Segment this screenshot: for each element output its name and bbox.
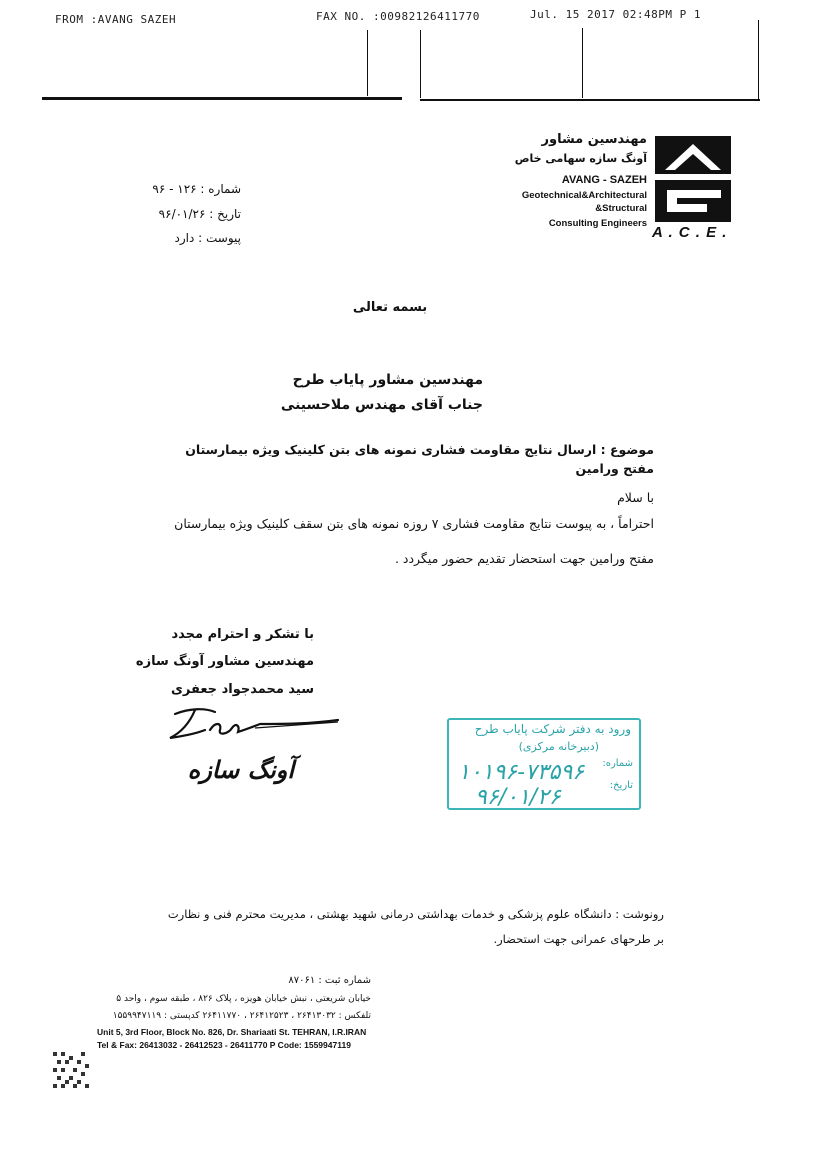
signature-icon [160,700,350,750]
stamp-subtitle: (دبیرخانه مرکزی) [518,740,599,753]
fax-date-time: Jul. 15 2017 02:48PM P 1 [530,8,701,21]
letter-number: شماره : ۱۲۶ - ۹۶ [152,182,241,196]
company-signature-handwritten: آونگ سازه [187,755,294,784]
stamp-number-handwritten: ۱۰۱۹۶-۷۳۵۹۶ [458,760,585,785]
body-line-1: احتراماً ، به پیوست نتایج مقاومت فشاری ۷ روزه نمونه های بتن سقف کلینیک ویژه بیمارستان [174,516,654,531]
fax-from: FROM :AVANG SAZEH [55,13,177,26]
subject-line: موضوع : ارسال نتایج مقاومت فشاری نمونه های بتن کلینیک ویژه بیمارستان مفتح ورامین [185,442,654,476]
footer-address-fa: خیابان شریعتی ، نبش خیابان هویزه ، پلاک ۸۲۶ ، طبقه سوم ، واحد ۵ [116,994,371,1004]
frame-vline-2 [420,30,421,98]
footer-address-en: Unit 5, 3rd Floor, Block No. 826, Dr. Shariaati St. TEHRAN, I.R.IRAN [97,1027,367,1037]
greeting: با سلام [617,490,654,505]
qr-code-icon [53,1052,89,1088]
frame-vline-1 [367,30,368,96]
cc-line-1: رونوشت : دانشگاه علوم پزشکی و خدمات بهداشتی درمانی شهید بهشتی ، مدیریت محترم فنی و نظارت [167,907,664,921]
stamp-date-label: تاریخ: [609,780,633,791]
footer-phone-fa: تلفکس : ۲۶۴۱۳۰۳۲ ، ۲۶۴۱۲۵۲۳ ، ۲۶۴۱۱۷۷۰ کدپستی : ۱۵۵۹۹۴۷۱۱۹ [112,1011,371,1021]
footer-registration: شماره ثبت : ۸۷۰۶۱ [288,975,371,986]
stamp-number-label: شماره: [602,758,633,769]
company-name-fa-2: آونگ سازه سهامی خاص [514,152,647,165]
footer-phone-en: Tel & Fax: 26413032 - 26412523 - 26411770 P Code: 1559947119 [97,1040,351,1050]
header-divider-line-right [420,99,760,101]
subject [174,440,654,478]
recipient-company: مهندسین مشاور پایاب طرح [292,372,483,388]
company-desc-2: &Structural [595,203,647,214]
cc-line-2: بر طرحهای عمرانی جهت استحضار. [493,932,664,946]
body-line-2: مفتح ورامین جهت استحضار تقدیم حضور میگردد . [394,551,654,566]
frame-vline-3 [582,28,583,98]
closing-company: مهندسین مشاور آونگ سازه [135,654,314,669]
fax-number: FAX NO. :00982126411770 [316,10,480,23]
stamp-title: ورود به دفتر شرکت پایاب طرح [474,722,631,736]
company-name-en: AVANG - SAZEH [561,174,647,186]
company-name-fa: مهندسین مشاور [541,132,647,147]
frame-vline-4 [758,20,759,100]
letter-date: تاریخ : ۹۶/۰۱/۲۶ [158,207,241,221]
company-abbr: A . C . E . [652,224,728,241]
company-logo-icon [653,134,733,224]
recipient-person: جناب آقای مهندس ملاحسینی [280,397,483,413]
header-divider-line [42,97,402,100]
salutation: بسمه تعالی [352,300,428,315]
letterhead [505,128,755,243]
closing-signatory: سید محمدجواد جعفری [170,682,314,697]
company-desc-1: Geotechnical&Architectural [521,190,647,201]
letter-attachment: پیوست : دارد [174,231,241,245]
stamp-date-handwritten: ۹۶/۰۱/۲۶ [475,785,561,810]
company-desc-3: Consulting Engineers [548,218,647,229]
closing-thanks: با تشکر و احترام مجدد [171,627,314,642]
